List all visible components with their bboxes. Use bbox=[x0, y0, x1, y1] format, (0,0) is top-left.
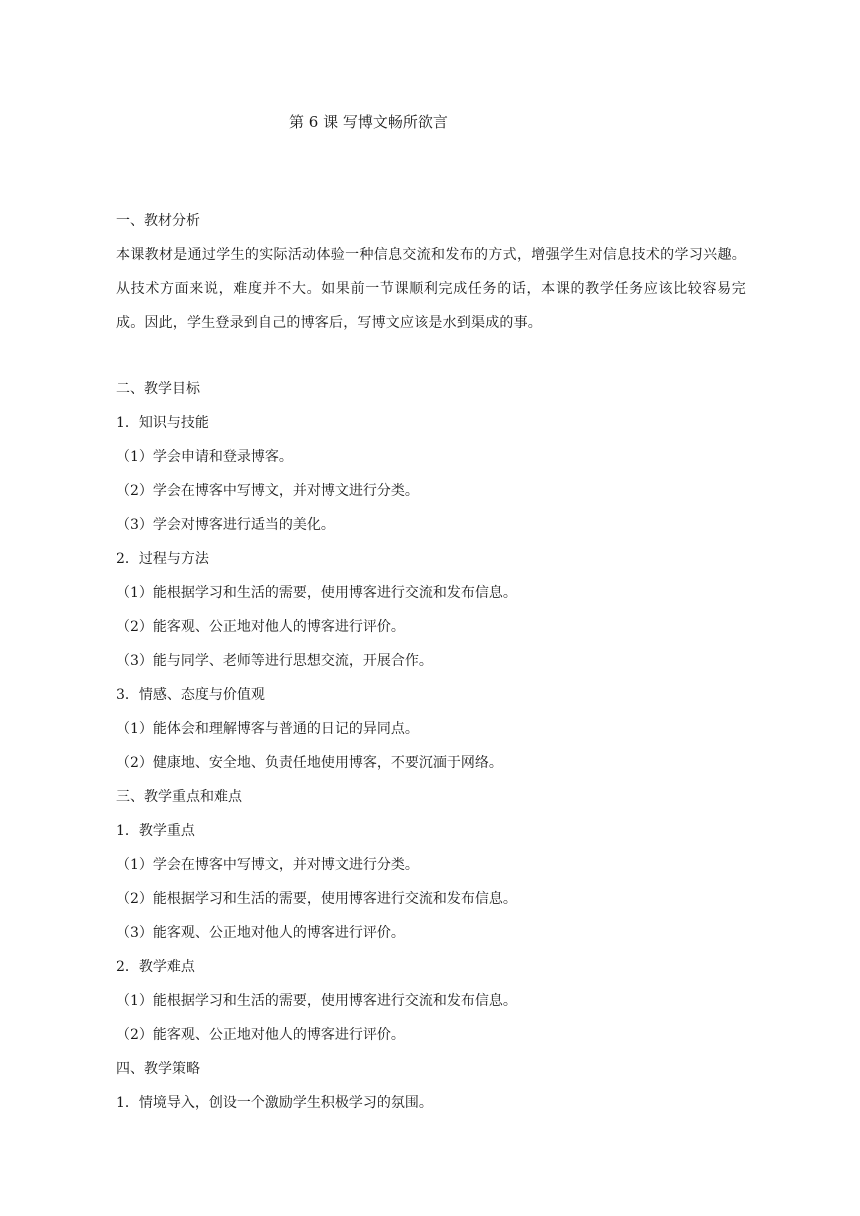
list-item: （3）学会对博客进行适当的美化。 bbox=[116, 517, 335, 533]
list-item: （2）能根据学习和生活的需要，使用博客进行交流和发布信息。 bbox=[116, 891, 517, 907]
list-item: （2）健康地、安全地、负责任地使用博客，不要沉湎于网络。 bbox=[116, 755, 503, 771]
subheading-key-points: 1．教学重点 bbox=[116, 823, 195, 839]
list-item: （1）学会申请和登录博客。 bbox=[116, 449, 293, 465]
section-heading-key-points: 三、教学重点和难点 bbox=[116, 789, 242, 805]
list-item: （1）能根据学习和生活的需要，使用博客进行交流和发布信息。 bbox=[116, 993, 517, 1009]
list-item: 1．情境导入，创设一个激励学生积极学习的氛围。 bbox=[116, 1095, 433, 1111]
subheading-knowledge-skills: 1．知识与技能 bbox=[116, 415, 209, 431]
subheading-emotion-values: 3．情感、态度与价值观 bbox=[116, 687, 265, 703]
section-heading-strategy: 四、教学策略 bbox=[116, 1061, 200, 1077]
list-item: （3）能与同学、老师等进行思想交流，开展合作。 bbox=[116, 653, 433, 669]
list-item: （2）能客观、公正地对他人的博客进行评价。 bbox=[116, 1027, 405, 1043]
list-item: （1）能根据学习和生活的需要，使用博客进行交流和发布信息。 bbox=[116, 585, 517, 601]
list-item: （1）能体会和理解博客与普通的日记的异同点。 bbox=[116, 721, 419, 737]
section-heading-objectives: 二、教学目标 bbox=[116, 381, 200, 397]
analysis-paragraph: 本课教材是通过学生的实际活动体验一种信息交流和发布的方式，增强学生对信息技术的学习兴趣。从技术方面来说，难度并不大。如果前一节课顺利完成任务的话，本课的教学任务应该比较容易完成。因此，学生登录到自己的博客后，写博文应该是水到渠成的事。 bbox=[116, 247, 746, 331]
list-item: （2）能客观、公正地对他人的博客进行评价。 bbox=[116, 619, 405, 635]
subheading-process-methods: 2．过程与方法 bbox=[116, 551, 209, 567]
section-heading-analysis: 一、教材分析 bbox=[116, 213, 200, 229]
subheading-difficulties: 2．教学难点 bbox=[116, 959, 195, 975]
page-title: 第 6 课 写博文畅所欲言 bbox=[289, 113, 448, 131]
list-item: （3）能客观、公正地对他人的博客进行评价。 bbox=[116, 925, 405, 941]
list-item: （2）学会在博客中写博文，并对博文进行分类。 bbox=[116, 483, 419, 499]
list-item: （1）学会在博客中写博文，并对博文进行分类。 bbox=[116, 857, 419, 873]
document-body bbox=[116, 204, 746, 1120]
spacer bbox=[116, 340, 746, 372]
